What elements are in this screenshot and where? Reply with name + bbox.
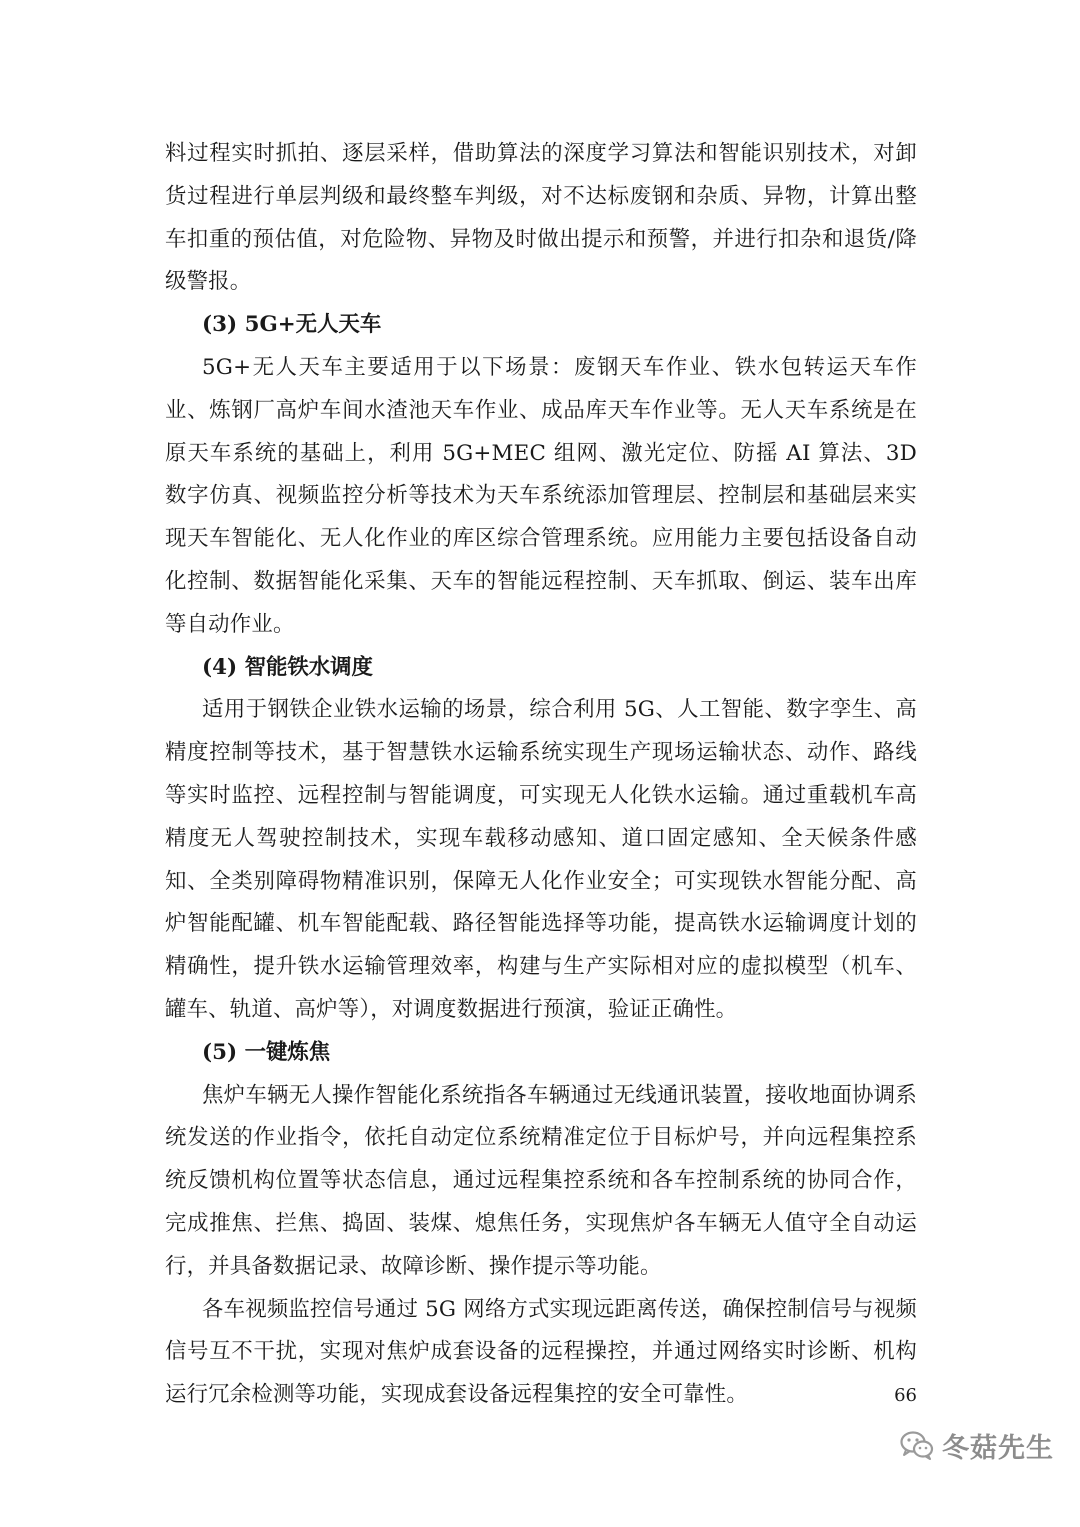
section-5-paragraph-1: 焦炉车辆无人操作智能化系统指各车辆通过无线通讯装置，接收地面协调系统发送的作业指令，依托自动定位系统精准定位于目标炉号，并向远程集控系统反馈机构位置等状态信息，通过远程集控系统和各车控制系统的协同合作，完成推焦、拦焦、捣固、装煤、熄焦任务，实现焦炉各车辆无人值守全自动运行，并具备数据记录、故障诊断、操作提示等功能。 xyxy=(165,1082,917,1279)
wechat-icon xyxy=(900,1430,934,1460)
section-3-paragraph-1: 5G+无人天车主要适用于以下场景：废钢天车作业、铁水包转运天车作业、炼钢厂高炉车间水渣池天车作业、成品库天车作业等。无人天车系统是在原天车系统的基础上，利用 5G+MEC 组网、激光定位、防摇 AI 算法、3D 数字仿真、视频监控分析等技术为天车系统添加管理层、控制层和基础层来实现天车智能化、无人化作业的库区综合管理系统。应用能力主要包括设备自动化控制、数据智能化采集、天车的智能远程控制、天车抓取、倒运、装车出库等自动作业。 xyxy=(165,354,917,637)
section-4-paragraph-1: 适用于钢铁企业铁水运输的场景，综合利用 5G、人工智能、数字孪生、高精度控制等技术，基于智慧铁水运输系统实现生产现场运输状态、动作、路线等实时监控、远程控制与智能调度，可实现无人化铁水运输。通过重载机车高精度无人驾驶控制技术，实现车载移动感知、道口固定感知、全天候条件感知、全类别障碍物精准识别，保障无人化作业安全；可实现铁水智能分配、高炉智能配罐、机车智能配载、路径智能选择等功能，提高铁水运输调度计划的精确性，提升铁水运输管理效率，构建与生产实际相对应的虚拟模型（机车、罐车、轨道、高炉等），对调度数据进行预演，验证正确性。 xyxy=(165,697,917,1022)
section-heading-5: (5) 一键炼焦 xyxy=(202,1039,331,1065)
watermark xyxy=(900,1425,1054,1465)
section-heading-4: (4) 智能铁水调度 xyxy=(202,654,373,680)
section-5-paragraph-2: 各车视频监控信号通过 5G 网络方式实现远距离传送，确保控制信号与视频信号互不干扰，实现对焦炉成套设备的远程操控，并通过网络实时诊断、机构运行冗余检测等功能，实现成套设备远程集控的安全可靠性。 xyxy=(165,1296,917,1408)
section-heading-3: (3) 5G+无人天车 xyxy=(202,312,382,338)
page-number: 66 xyxy=(894,1385,917,1406)
page-content xyxy=(165,133,917,1417)
watermark-text: 冬菇先生 xyxy=(942,1432,1054,1464)
intro-paragraph: 料过程实时抓拍、逐层采样，借助算法的深度学习算法和智能识别技术，对卸货过程进行单层判级和最终整车判级，对不达标废钢和杂质、异物，计算出整车扣重的预估值，对危险物、异物及时做出提示和预警，并进行扣杂和退货/降级警报。 xyxy=(165,141,917,295)
